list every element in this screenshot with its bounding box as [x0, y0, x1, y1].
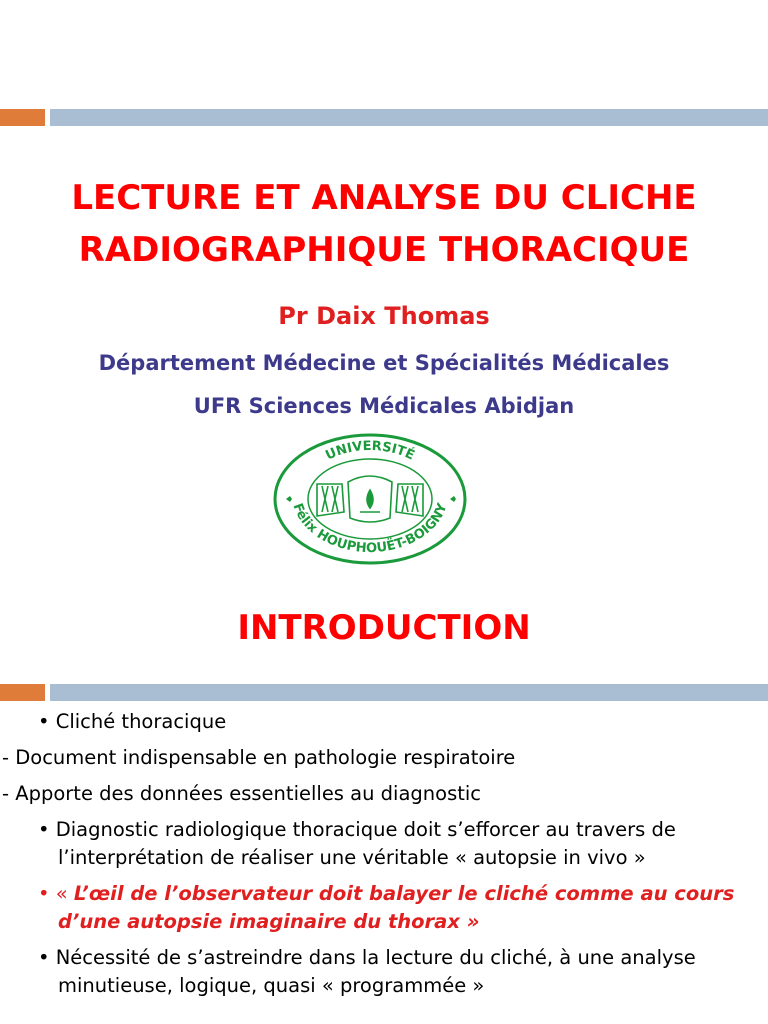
section-decorative-bar — [0, 684, 768, 701]
list-item: - Apporte des données essentielles au diagnostic — [2, 782, 482, 805]
title-line-2: RADIOGRAPHIQUE THORACIQUE — [78, 230, 690, 270]
slide-title — [0, 172, 768, 276]
bar-orange-segment — [0, 109, 45, 126]
introduction-body — [2, 708, 738, 1008]
bar-blue-segment — [50, 109, 768, 126]
top-decorative-bar — [0, 109, 768, 126]
logo-text-top: UNIVERSITÉ — [323, 438, 417, 464]
author-name: Pr Daix Thomas — [278, 302, 490, 330]
list-item: • Nécessité de s’astreindre dans la lecture du cliché, à une analyse minutieuse, logique, quasi « programmée » — [38, 946, 696, 997]
department-name: Département Médecine et Spécialités Médicales — [98, 351, 670, 375]
list-item-quote: • « L’œil de l’observateur doit balayer le cliché comme au cours d’une autopsie imaginaire du thorax » — [38, 882, 735, 933]
list-item: • Diagnostic radiologique thoracique doit s’efforcer au travers de l’interprétation de réaliser une véritable « autopsie in vivo » — [38, 818, 676, 869]
faculty-name: UFR Sciences Médicales Abidjan — [193, 394, 575, 418]
list-item: • Cliché thoracique — [38, 710, 227, 733]
bar-orange-segment — [0, 684, 45, 701]
list-item: - Document indispensable en pathologie respiratoire — [2, 746, 516, 769]
bar-blue-segment — [50, 684, 768, 701]
university-seal-logo — [272, 432, 468, 566]
title-line-1: LECTURE ET ANALYSE DU CLICHE — [71, 178, 697, 218]
section-title: INTRODUCTION — [237, 608, 531, 648]
logo-center-emblem-icon — [317, 476, 423, 522]
logo-text-bottom: Félix HOUPHOUËT-BOIGNY — [289, 501, 451, 557]
